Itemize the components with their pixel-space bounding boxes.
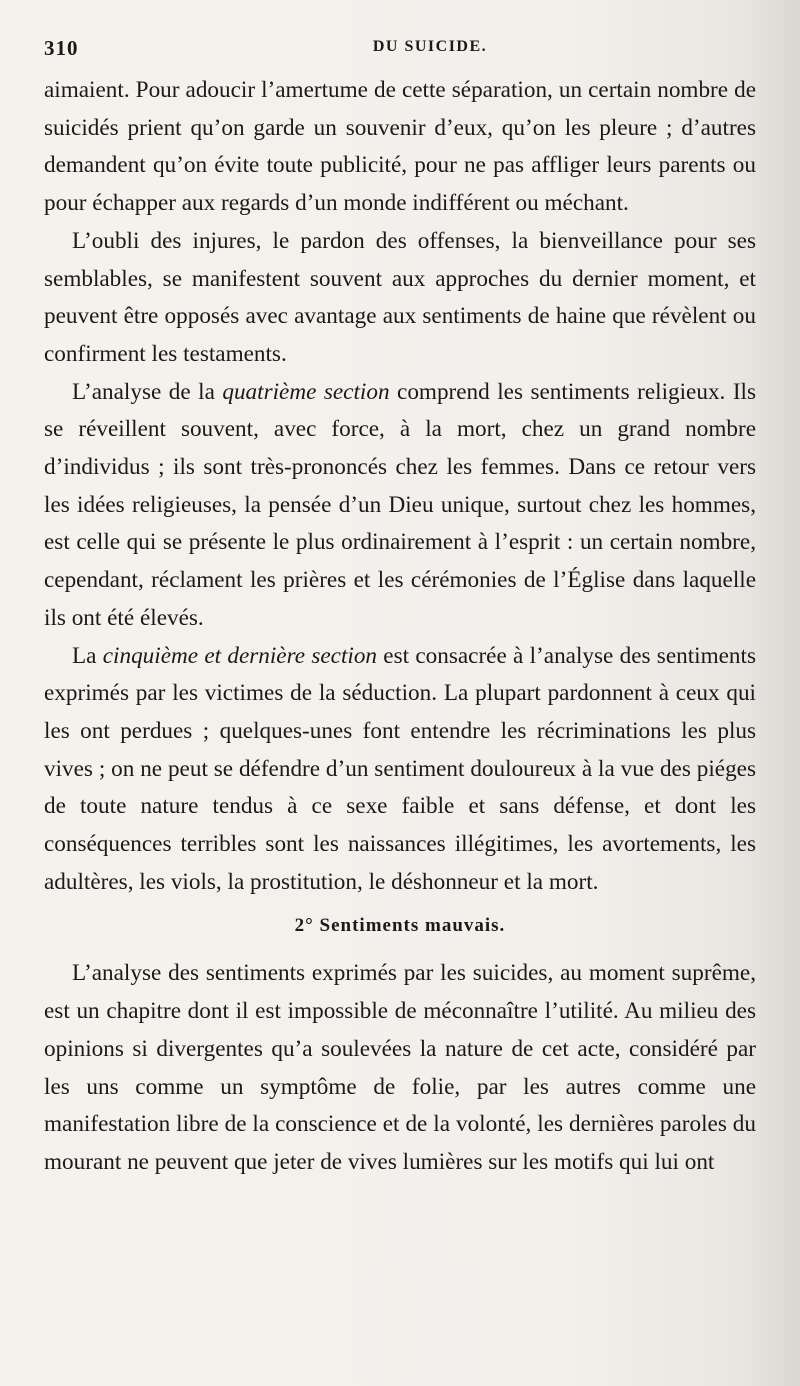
paragraph-text: comprend les sentiments religieux. Ils se réveillent souvent, avec force, à la mort, chez un grand nombre d’individus ; ils sont très-prononcés chez les femmes. Dans ce retour vers les idées religieuses, la pensée d’un Dieu unique, surtout chez les hommes, est celle qui se présente le plus ordinairement à l’esprit : un certain nombre, cependant, réclament les prières et les cérémonies de l’Église dans laquelle ils ont été élevés. bbox=[44, 378, 757, 631]
paragraph-fourth-section bbox=[44, 374, 756, 638]
italic-section-name: quatrième section bbox=[222, 378, 390, 405]
section-heading: 2° Sentiments mauvais. bbox=[294, 915, 506, 937]
paragraph-continuation: aimaient. Pour adoucir l’amertume de cette séparation, un certain nombre de suicidés prient qu’on garde un souvenir d’eux, qu’on les pleure ; d’autres demandent qu’on évite toute publicité, pour ne pas affliger leurs parents ou pour échapper aux regards d’un monde indifférent ou méchant. bbox=[44, 77, 756, 217]
body-text bbox=[44, 72, 756, 1182]
paragraph-text: L’analyse de la bbox=[72, 378, 223, 405]
running-head: DU SUICIDE. bbox=[372, 38, 488, 55]
page-number: 310 bbox=[44, 36, 79, 60]
paragraph-bad-sentiments: L’analyse des sentiments exprimés par les suicides, au moment suprême, est un chapitre dont il est impossible de méconnaître l’utilité. Au milieu des opinions si divergentes qu’a soulevées la nature de cet acte, considéré par les uns comme un symptôme de folie, par les autres comme une manifestation libre de la conscience et de la volonté, les dernières paroles du mourant ne peuvent que jeter de vives lumières sur les motifs qui lui ont bbox=[44, 960, 756, 1175]
italic-section-name: cinquième et dernière section bbox=[102, 642, 378, 669]
page-header bbox=[44, 36, 756, 60]
paragraph-text: La bbox=[72, 642, 103, 669]
paragraph-forgiveness: L’oubli des injures, le pardon des offenses, la bienveillance pour ses semblables, se manifestent souvent aux approches du dernier moment, et peuvent être opposés avec avantage aux sentiments de haine que révèlent ou confirment les testaments. bbox=[44, 227, 756, 367]
paragraph-fifth-section bbox=[44, 638, 756, 902]
paragraph-text: est consacrée à l’analyse des sentiments exprimés par les victimes de la séduction. La plupart pardonnent à ceux qui les ont perdues ; quelques-unes font entendre les récriminations les plus vives ; on ne peut se défendre d’un sentiment douloureux à la vue des piéges de toute nature tendus à ce sexe faible et sans défense, et dont les conséquences terribles sont les naissances illégitimes, les avortements, les adultères, les viols, la prostitution, le déshonneur et la mort. bbox=[44, 642, 756, 895]
